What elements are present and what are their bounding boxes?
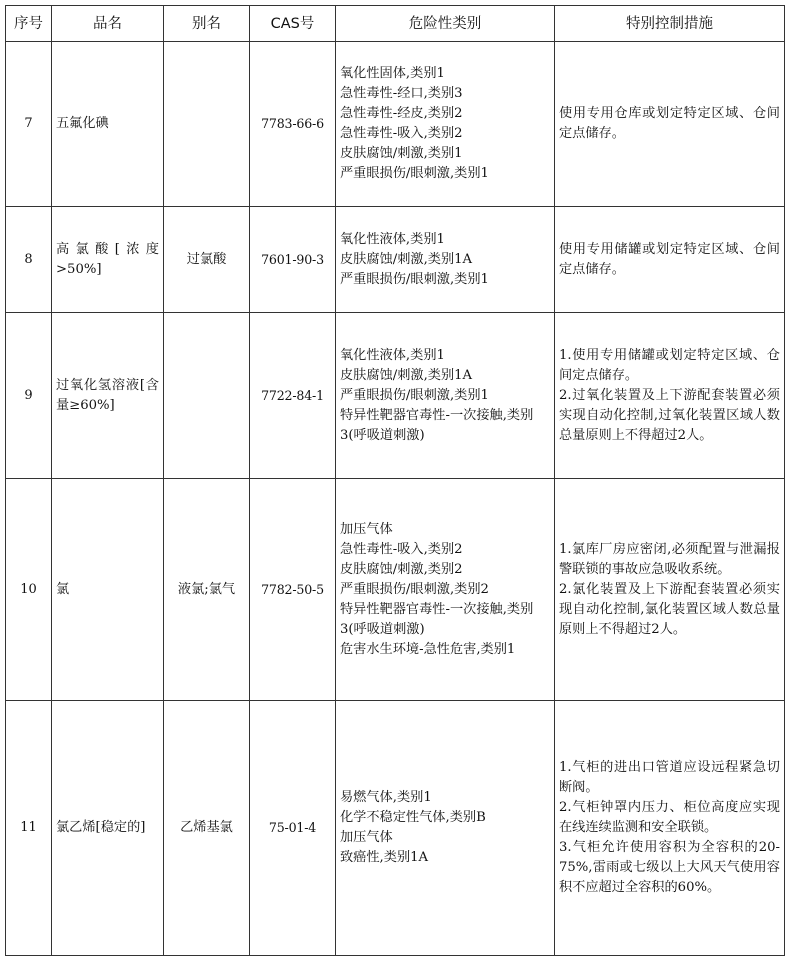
hazard-line: 严重眼损伤/眼刺激,类别2 bbox=[340, 581, 489, 597]
cell-name: 氯 bbox=[52, 479, 164, 701]
measure-item: 2.气柜钟罩内压力、柜位高度应实现在线连续监测和安全联锁。 bbox=[559, 800, 780, 835]
measure-item: 1.气柜的进出口管道应设远程紧急切断阀。 bbox=[559, 760, 780, 795]
hazard-line: 急性毒性-吸入,类别2 bbox=[340, 541, 463, 557]
header-measure: 特别控制措施 bbox=[555, 6, 785, 42]
cell-seq: 10 bbox=[6, 479, 52, 701]
cell-seq: 8 bbox=[6, 207, 52, 313]
cell-cas: 7601-90-3 bbox=[250, 207, 336, 313]
cell-hazard bbox=[336, 701, 555, 956]
table-row bbox=[6, 313, 785, 479]
hazard-line: 严重眼损伤/眼刺激,类别1 bbox=[340, 387, 489, 403]
header-seq: 序号 bbox=[6, 6, 52, 42]
hazard-line: 皮肤腐蚀/刺激,类别1A bbox=[340, 367, 473, 383]
cell-alias: 乙烯基氯 bbox=[164, 701, 250, 956]
cell-name: 五氟化碘 bbox=[52, 42, 164, 207]
cell-cas: 75-01-4 bbox=[250, 701, 336, 956]
cell-measure bbox=[555, 313, 785, 479]
hazard-line: 严重眼损伤/眼刺激,类别1 bbox=[340, 166, 489, 181]
cell-cas: 7722-84-1 bbox=[250, 313, 336, 479]
table-row bbox=[6, 207, 785, 313]
hazard-line: 特异性靶器官毒性-一次接触,类别3(呼吸道刺激) bbox=[340, 601, 534, 637]
cell-name: 氯乙烯[稳定的] bbox=[52, 701, 164, 956]
cell-alias: 液氯;氯气 bbox=[164, 479, 250, 701]
measure-item: 使用专用仓库或划定特定区域、仓间定点储存。 bbox=[559, 106, 780, 141]
table-row bbox=[6, 42, 785, 207]
hazard-line: 致癌性,类别1A bbox=[340, 850, 429, 865]
header-hazard: 危险性类别 bbox=[336, 6, 555, 42]
cell-alias: 过氯酸 bbox=[164, 207, 250, 313]
hazard-line: 加压气体 bbox=[340, 830, 393, 845]
header-alias: 别名 bbox=[164, 6, 250, 42]
hazard-line: 危害水生环境-急性危害,类别1 bbox=[340, 641, 516, 657]
cell-hazard bbox=[336, 479, 555, 701]
table-row bbox=[6, 701, 785, 956]
hazard-line: 严重眼损伤/眼刺激,类别1 bbox=[340, 271, 489, 287]
hazard-line: 氧化性液体,类别1 bbox=[340, 231, 445, 247]
cell-measure bbox=[555, 207, 785, 313]
table-row bbox=[6, 479, 785, 701]
hazard-line: 急性毒性-经口,类别3 bbox=[340, 86, 463, 101]
measure-item: 使用专用储罐或划定特定区域、仓间定点储存。 bbox=[559, 241, 780, 277]
cell-name: 过氧化氢溶液[含量≥60%] bbox=[52, 313, 164, 479]
cell-hazard bbox=[336, 313, 555, 479]
header-cas: CAS号 bbox=[250, 6, 336, 42]
hazard-line: 化学不稳定性气体,类别B bbox=[340, 810, 486, 825]
hazardous-chemicals-table bbox=[5, 5, 785, 956]
hazard-line: 急性毒性-吸入,类别2 bbox=[340, 126, 463, 141]
cell-seq: 9 bbox=[6, 313, 52, 479]
measure-item: 1.氯库厂房应密闭,必须配置与泄漏报警联锁的事故应急吸收系统。 bbox=[559, 541, 780, 577]
measure-item: 2.氯化装置及上下游配套装置必须实现自动化控制,氯化装置区域人数总量原则上不得超过2人。 bbox=[559, 581, 780, 637]
measure-item: 1.使用专用储罐或划定特定区域、仓间定点储存。 bbox=[559, 347, 780, 383]
hazard-line: 氧化性液体,类别1 bbox=[340, 347, 445, 363]
hazard-line: 特异性靶器官毒性-一次接触,类别3(呼吸道刺激) bbox=[340, 407, 534, 443]
cell-alias bbox=[164, 42, 250, 207]
cell-measure bbox=[555, 479, 785, 701]
hazard-line: 皮肤腐蚀/刺激,类别1A bbox=[340, 251, 473, 267]
hazard-line: 皮肤腐蚀/刺激,类别2 bbox=[340, 561, 463, 577]
cell-measure bbox=[555, 701, 785, 956]
cell-alias bbox=[164, 313, 250, 479]
cell-seq: 7 bbox=[6, 42, 52, 207]
header-name: 品名 bbox=[52, 6, 164, 42]
measure-item: 3.气柜允许使用容积为全容积的20-75%,雷雨或七级以上大风天气使用容积不应超过全容积的60%。 bbox=[559, 840, 780, 895]
cell-measure bbox=[555, 42, 785, 207]
cell-hazard bbox=[336, 42, 555, 207]
cell-cas: 7782-50-5 bbox=[250, 479, 336, 701]
header-row bbox=[6, 6, 785, 42]
measure-item: 2.过氧化装置及上下游配套装置必须实现自动化控制,过氧化装置区域人数总量原则上不得超过2人。 bbox=[559, 387, 780, 443]
hazard-line: 氧化性固体,类别1 bbox=[340, 66, 445, 81]
hazard-line: 皮肤腐蚀/刺激,类别1 bbox=[340, 146, 463, 161]
hazard-line: 易燃气体,类别1 bbox=[340, 790, 432, 805]
cell-name: 高氯酸[浓度>50%] bbox=[52, 207, 164, 313]
cell-hazard bbox=[336, 207, 555, 313]
cell-cas: 7783-66-6 bbox=[250, 42, 336, 207]
cell-seq: 11 bbox=[6, 701, 52, 956]
hazard-line: 急性毒性-经皮,类别2 bbox=[340, 106, 463, 121]
hazard-line: 加压气体 bbox=[340, 521, 393, 537]
